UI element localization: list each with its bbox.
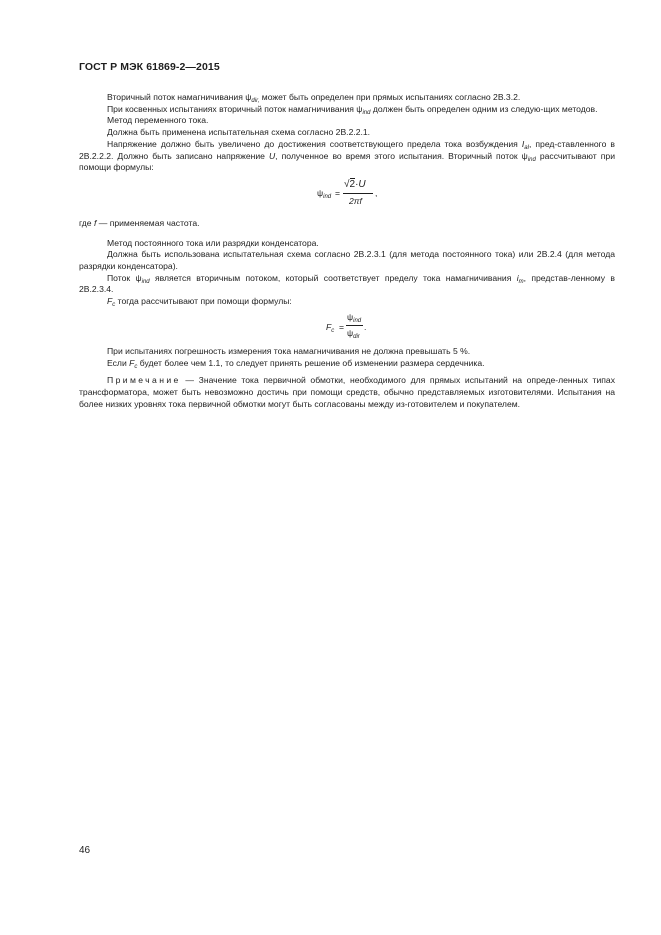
fraction-line [346,325,363,326]
paragraph: Напряжение должно быть увеличено до достижения соответствующего предела тока возбуждения $I_{al}$, пред-ставленного в 2В.2.2.2. Должно быть записано напряжение U, полученное во время этого испытания. Вторичный поток $\psi_{ind}$ рассчитывают при помощи формулы: [79,138,615,173]
fraction-line [343,193,373,194]
formula-fc: $F_c$ = $\psi_{ind}$ $\psi_{dir}$ . [326,311,367,340]
paragraph: Вторичный поток намагничивания $\psi_{dir,}$ может быть определен при прямых испытаниях согласно 2В.3.2. [107,92,521,104]
formula-numerator: √2·U [344,178,366,190]
note-label: Примечание [107,375,181,386]
page-header: ГОСТ Р МЭК 61869-2—2015 [79,61,220,73]
paragraph: При косвенных испытаниях вторичный поток намагничивания $\psi_{ind}$ должен быть определен одним из следую-щих методов. [107,103,598,116]
formula-denominator: 2πf [349,195,362,206]
formula-lhs: $\psi_{ind}$ [317,187,332,200]
paragraph: $F_c$ тогда рассчитывают при помощи формулы: [107,296,292,309]
paragraph: Если $F_c$ будет более чем 1.1, то следует принять решение об изменении размера сердечника. [107,357,485,370]
page-content [79,92,615,410]
formula-lhs: $F_c$ [326,321,335,334]
paragraph: где f — применяемая частота. [79,217,200,228]
formula-numerator: $\psi_{ind}$ [347,311,362,324]
symbol: ψ [245,92,252,102]
paragraph: Должна быть применена испытательная схема согласно 2В.2.2.1. [107,127,371,138]
paragraph: При испытаниях погрешность измерения тока намагничивания не должна превышать 5 %. [107,345,471,356]
page-number: 46 [79,845,91,856]
formula-psi-ind: $\psi_{ind}$ = √2·U 2πf , [317,178,378,206]
paragraph: Метод переменного тока. [107,115,209,126]
symbol: ψ [356,103,363,114]
note-text: — Значение тока первичной обмотки, необходимого для прямых испытаний на опреде-ленных типах трансформатора, может быть невозможно достичь при помощи средств, обычно представляемых изготовителями. Испытания на более низких уровнях тока первичной обмотки могут быть согласованы между из-готовителем и покупателем. [79,375,615,409]
formula-denominator: $\psi_{dir}$ [347,327,360,340]
note [79,375,615,410]
paragraph: Поток $\psi_{ind}$ является вторичным потоком, который соответствует пределу тока намагничивания $i_m$, представ-ленному в 2В.2.3.4. [79,272,615,295]
paragraph: Должна быть использована испытательная схема согласно 2В.2.3.1 (для метода постоянного тока) или 2В.2.4 (для метода разрядки конденсатора). [79,249,615,272]
paragraph: Метод постоянного тока или разрядки конденсатора. [107,237,319,248]
